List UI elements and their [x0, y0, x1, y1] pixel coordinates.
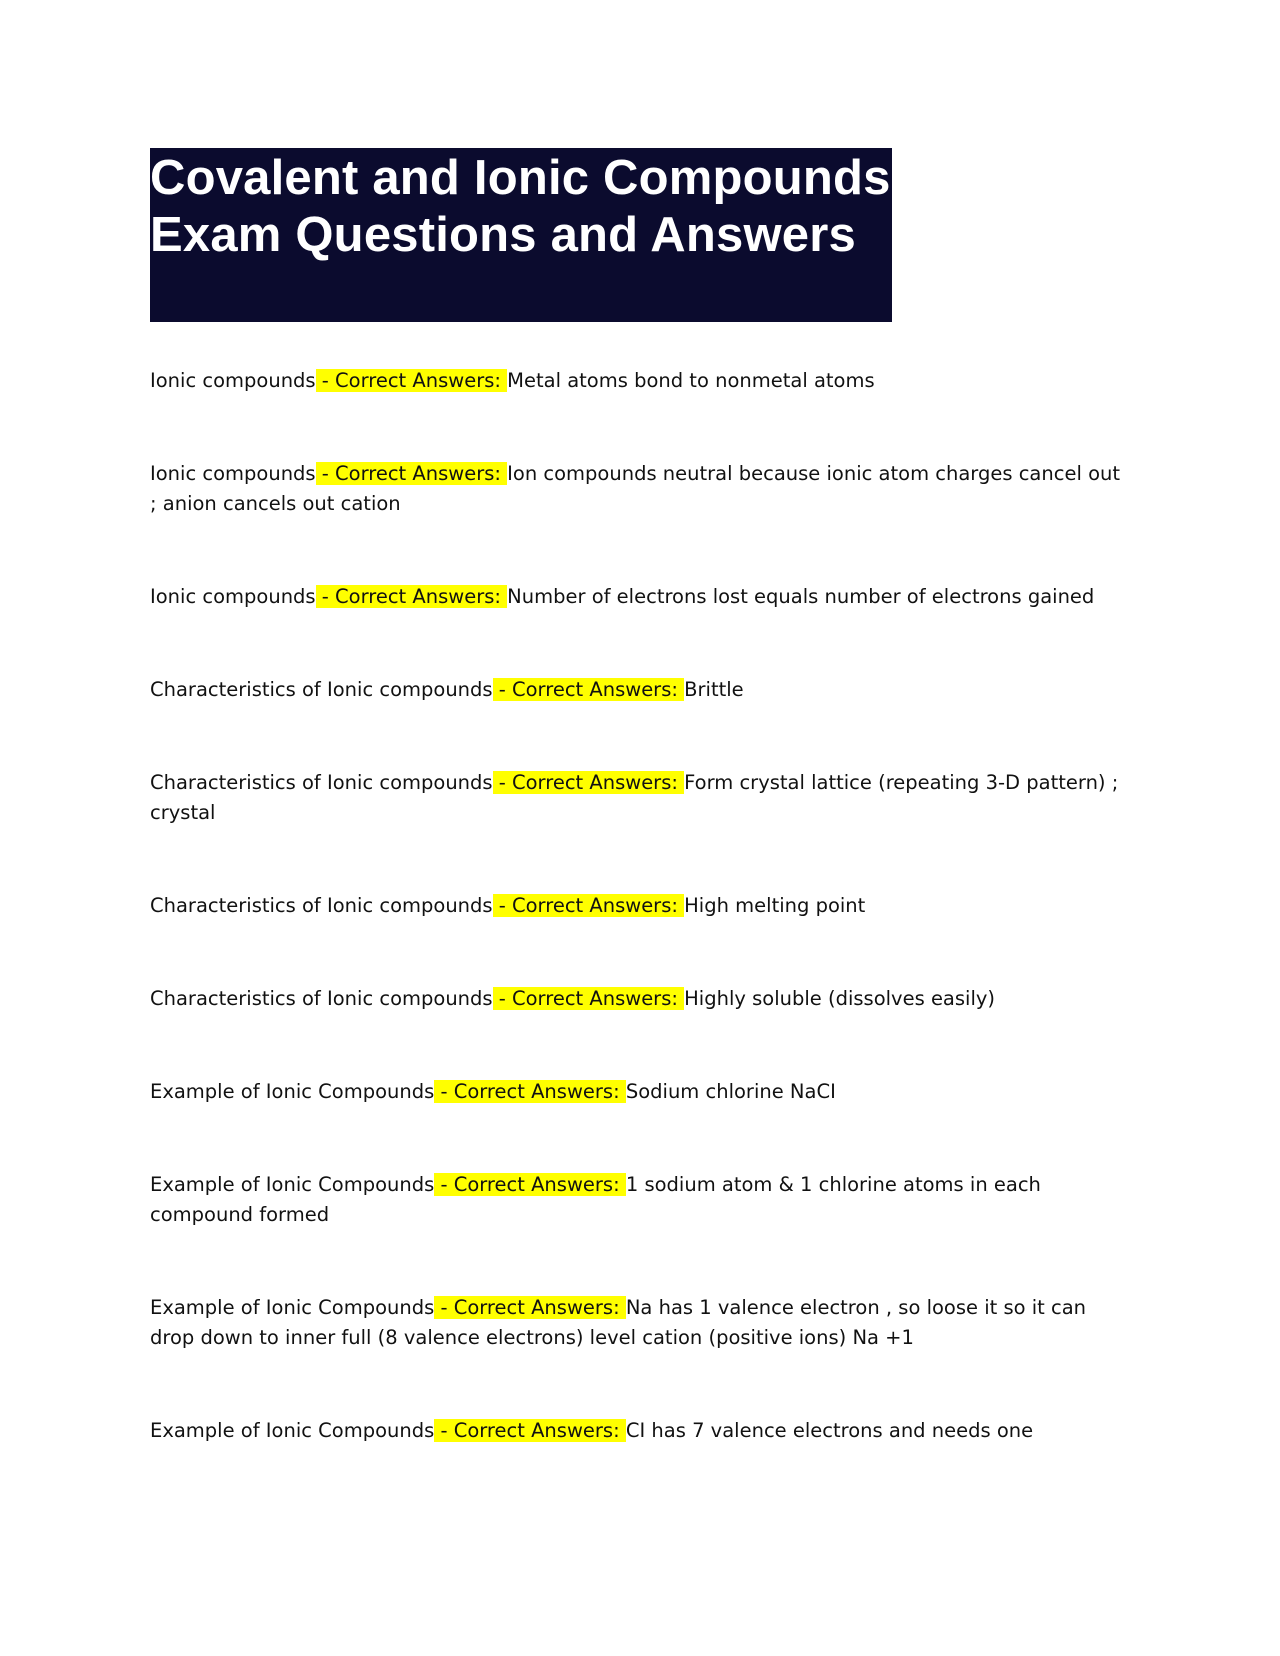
- question-text: Example of Ionic Compounds: [150, 1419, 435, 1442]
- question-text: Ionic compounds: [150, 585, 316, 608]
- qa-list: [150, 366, 1130, 1446]
- answer-text: Brittle: [684, 678, 744, 701]
- answer-text: Ion compounds neutral because ionic atom charges cancel out ; anion cancels out cation: [150, 462, 1121, 515]
- qa-item: [150, 582, 1125, 612]
- page-title: Covalent and Ionic Compounds Exam Questions and Answers: [150, 151, 891, 262]
- qa-item: [150, 459, 1125, 519]
- correct-answers-highlight: - Correct Answers:: [434, 1296, 626, 1319]
- question-text: Characteristics of Ionic compounds: [150, 771, 493, 794]
- question-text: Characteristics of Ionic compounds: [150, 678, 493, 701]
- qa-item: [150, 891, 1125, 921]
- correct-answers-highlight: - Correct Answers:: [315, 369, 508, 392]
- correct-answers-highlight: - Correct Answers:: [492, 987, 685, 1010]
- answer-text: Form crystal lattice (repeating 3-D pattern) ; crystal: [150, 771, 1119, 824]
- answer-text: 1 sodium atom & 1 chlorine atoms in each compound formed: [150, 1173, 1041, 1226]
- document-page: [150, 148, 1130, 1509]
- correct-answers-highlight: - Correct Answers:: [434, 1419, 626, 1442]
- qa-item: [150, 1293, 1125, 1353]
- qa-item: [150, 768, 1125, 828]
- correct-answers-highlight: - Correct Answers:: [434, 1173, 626, 1196]
- answer-text: CI has 7 valence electrons and needs one: [625, 1419, 1034, 1442]
- qa-item: [150, 675, 1125, 705]
- correct-answers-highlight: - Correct Answers:: [492, 678, 685, 701]
- answer-text: Na has 1 valence electron , so loose it so it can drop down to inner full (8 valence electrons) level cation (positive ions) Na +1: [150, 1296, 1087, 1349]
- answer-text: Number of electrons lost equals number of electrons gained: [507, 585, 1095, 608]
- question-text: Example of Ionic Compounds: [150, 1080, 435, 1103]
- question-text: Ionic compounds: [150, 369, 316, 392]
- question-text: Characteristics of Ionic compounds: [150, 987, 493, 1010]
- question-text: Example of Ionic Compounds: [150, 1296, 435, 1319]
- qa-item: [150, 1077, 1125, 1107]
- qa-item: [150, 984, 1125, 1014]
- qa-item: [150, 366, 1125, 396]
- correct-answers-highlight: - Correct Answers:: [434, 1080, 626, 1103]
- correct-answers-highlight: - Correct Answers:: [315, 585, 508, 608]
- question-text: Ionic compounds: [150, 462, 316, 485]
- correct-answers-highlight: - Correct Answers:: [315, 462, 508, 485]
- question-text: Example of Ionic Compounds: [150, 1173, 435, 1196]
- answer-text: Highly soluble (dissolves easily): [684, 987, 996, 1010]
- answer-text: High melting point: [684, 894, 866, 917]
- qa-item: [150, 1170, 1125, 1230]
- correct-answers-highlight: - Correct Answers:: [492, 771, 685, 794]
- correct-answers-highlight: - Correct Answers:: [492, 894, 685, 917]
- answer-text: Sodium chlorine NaCI: [625, 1080, 836, 1103]
- question-text: Characteristics of Ionic compounds: [150, 894, 493, 917]
- answer-text: Metal atoms bond to nonmetal atoms: [507, 369, 875, 392]
- qa-item: [150, 1416, 1125, 1446]
- title-banner: [150, 148, 892, 322]
